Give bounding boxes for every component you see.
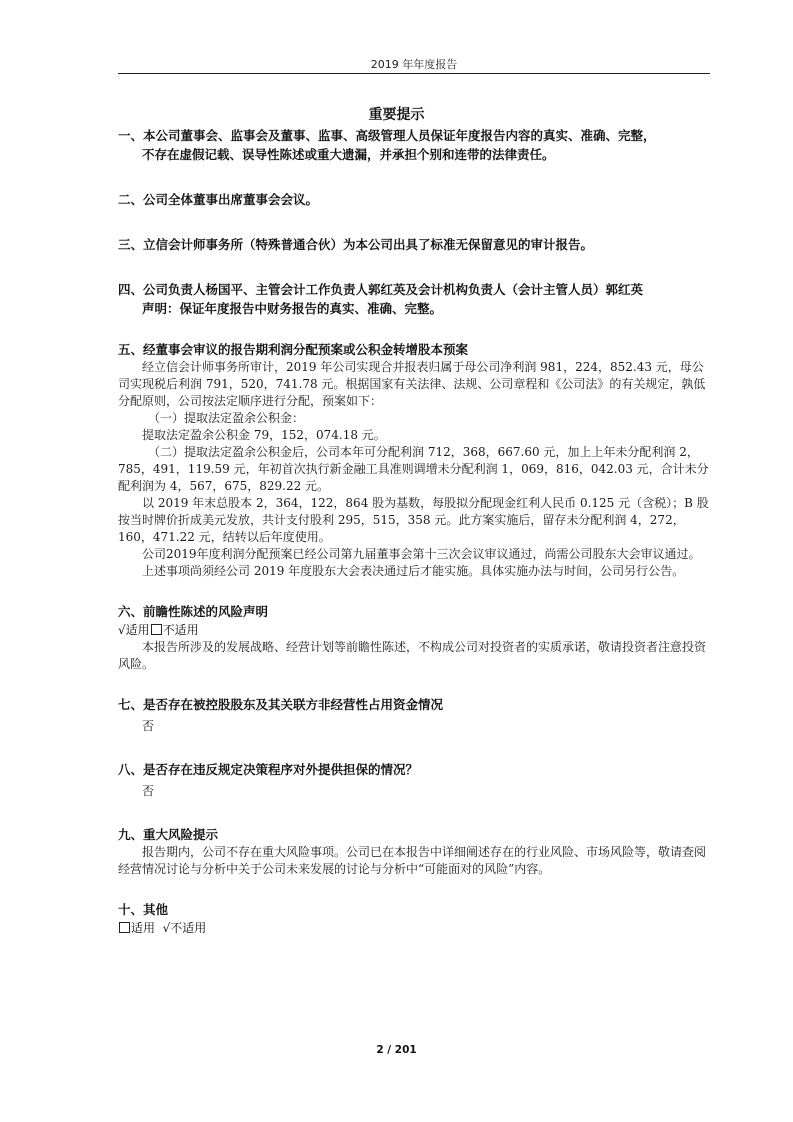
section-9-title: 重大风险提示 [143, 827, 219, 842]
section-1-line2: 不存在虚假记载、误导性陈述或重大遗漏，并承担个别和连带的法律责任。 [142, 147, 555, 162]
section-5-body [118, 359, 712, 580]
section-5-number: 五、 [118, 342, 144, 357]
section-6-number: 六、 [118, 604, 144, 619]
section-9-number: 九、 [118, 827, 144, 842]
section-5-para-3: 提取法定盈余公积金 79，152，074.18 元。 [142, 428, 386, 442]
section-6-applicable-checked: √适用 [118, 623, 150, 637]
section-5-para-7: 上述事项尚须经公司 2019 年度股东大会表决通过后才能实施。具体实施办法与时间，公司另行公告。 [142, 564, 685, 578]
section-4 [118, 280, 712, 318]
section-5-para-4 [118, 444, 712, 495]
section-6-applicability [118, 621, 712, 639]
section-3-number: 三、 [118, 237, 144, 252]
section-6-heading [118, 602, 712, 621]
page-title: 重要提示 [368, 107, 425, 123]
section-5-para-2: （一）提取法定盈余公积金： [148, 411, 305, 425]
section-9-heading [118, 825, 712, 844]
section-1 [118, 126, 712, 164]
section-5-heading [118, 340, 712, 359]
section-8-answer: 否 [142, 784, 155, 798]
section-10-applicability [118, 919, 712, 937]
report-header: 2019 年年度报告 [370, 58, 458, 71]
section-9-text: 报告期内，公司不存在重大风险事项。公司已在本报告中详细阐述存在的行业风险、市场风险等，敬请查阅经营情况讨论与分析中关于公司未来发展的讨论与分析中“可能面对的风险”内容。 [118, 845, 707, 876]
section-6-title: 前瞻性陈述的风险声明 [143, 604, 269, 619]
section-2-text: 公司全体董事出席董事会会议。 [143, 192, 319, 207]
section-1-line1: 本公司董事会、监事会及董事、监事、高级管理人员保证年度报告内容的真实、准确、完整， [143, 128, 656, 143]
section-10-number: 十、 [118, 902, 144, 917]
section-2-number: 二、 [118, 192, 144, 207]
page-number: 2 / 201 [376, 1044, 417, 1056]
unchecked-box-icon [119, 922, 130, 933]
section-7-heading [118, 695, 712, 714]
section-7-answer: 否 [142, 719, 155, 733]
section-5-title: 经董事会审议的报告期利润分配预案或公积金转增股本预案 [143, 342, 469, 357]
section-5-para-5: 以 2019 年末总股本 2，364，122，864 股为基数，每股拟分配现金红利人民币 0.125 元（含税）；B 股按当时牌价折成美元发放，共计支付股利 295，515，358 元。此方案实施后，留存未分配利润 4，272，160，471.22 元，结转以后年度使用。 [118, 496, 709, 544]
section-6-not-applicable: 不适用 [162, 623, 199, 637]
section-3 [118, 235, 712, 254]
section-3-text: 立信会计师事务所（特殊普通合伙）为本公司出具了标准无保留意见的审计报告。 [143, 237, 594, 252]
section-6-text: 本报告所涉及的发展战略、经营计划等前瞻性陈述，不构成公司对投资者的实质承诺，敬请投资者注意投资风险。 [118, 640, 707, 671]
section-10-not-applicable-checked: √不适用 [162, 921, 207, 935]
section-5-para-4-text: （二）提取法定盈余公积金后，公司本年可分配利润 712，368，667.60 元，加上上年未分配利润 2，785，491，119.59 元，年初首次执行新金融工具准则调增未分配利润 1，069，816，042.03 元，合计未分配利润为 4，567，675，829.22 元。 [118, 445, 709, 493]
section-4-number: 四、 [118, 282, 144, 297]
section-1-number: 一、 [118, 128, 144, 143]
header-rule [118, 73, 710, 74]
section-4-line1: 公司负责人杨国平、主管会计工作负责人郭红英及会计机构负责人（会计主管人员）郭红英 [143, 282, 644, 297]
section-8-heading [118, 760, 712, 779]
unchecked-box-icon [151, 624, 162, 635]
section-4-line2: 声明：保证年度报告中财务报告的真实、准确、完整。 [142, 301, 443, 316]
section-7-title: 是否存在被控股股东及其关联方非经营性占用资金情况 [143, 697, 444, 712]
section-8-title: 是否存在违反规定决策程序对外提供担保的情况？ [143, 762, 419, 777]
section-5-para-1: 经立信会计师事务所审计，2019 年公司实现合并报表归属于母公司净利润 981，224，852.43 元，母公司实现税后利润 791，520，741.78 元。根据国家有关法律、法规、公司章程和《公司法》的有关规定，孰低分配原则，公司按法定顺序进行分配，预案如下： [118, 360, 706, 408]
section-7-number: 七、 [118, 697, 144, 712]
section-8-number: 八、 [118, 762, 144, 777]
section-10-title: 其他 [143, 902, 169, 917]
section-2 [118, 190, 712, 209]
document-body [118, 126, 712, 937]
section-10-heading [118, 900, 712, 919]
section-5-para-6: 公司2019年度利润分配预案已经公司第九届董事会第十三次会议审议通过，尚需公司股东大会审议通过。 [142, 547, 701, 561]
section-10-applicable: 适用 [131, 921, 156, 935]
